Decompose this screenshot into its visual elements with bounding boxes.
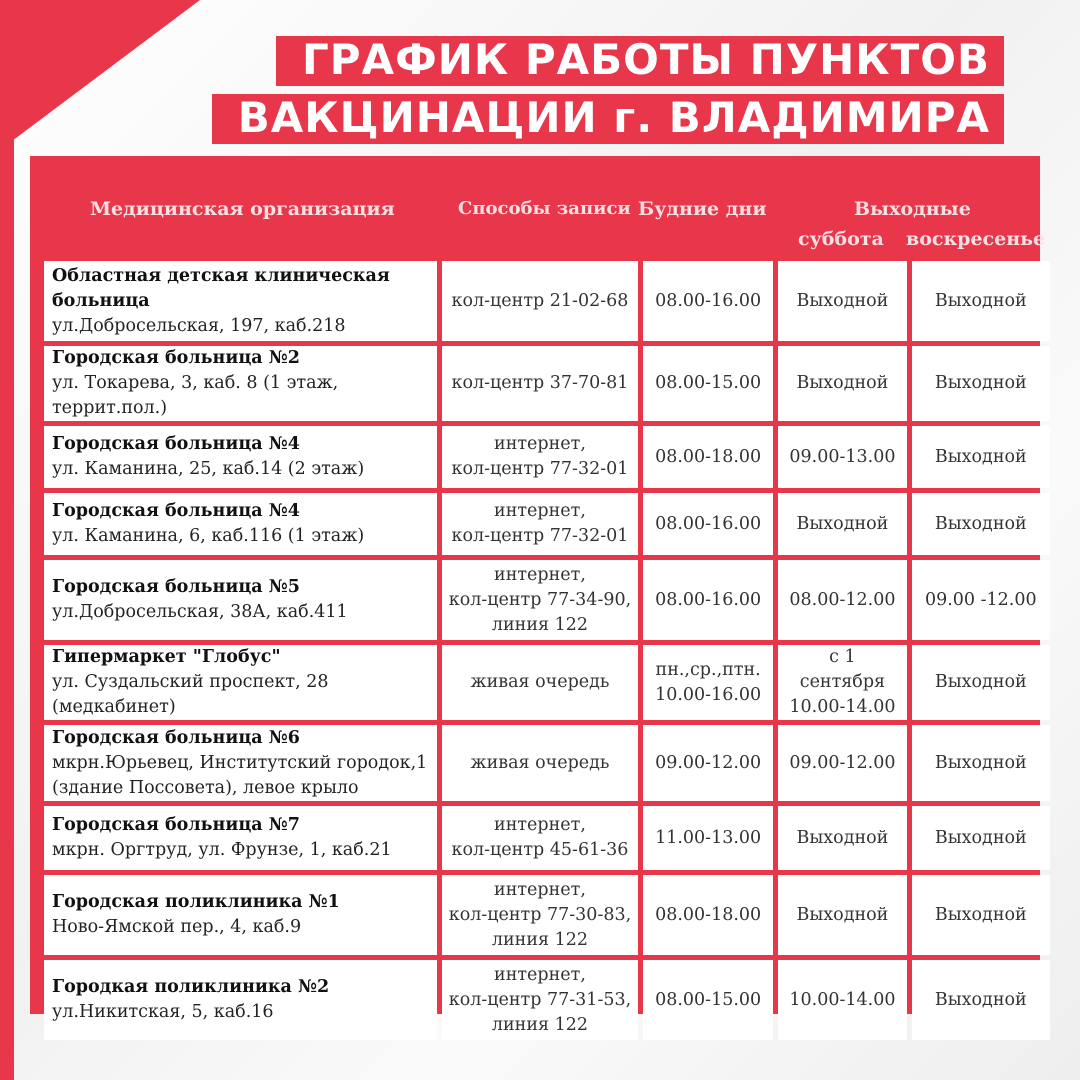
- table-row: [44, 960, 1050, 1040]
- weekdays-cell: 08.00-16.00: [643, 493, 773, 555]
- org-address: ул. Токарева, 3, каб. 8 (1 этаж, террит.пол.): [52, 373, 339, 418]
- sunday-cell: Выходной: [912, 960, 1050, 1040]
- saturday-cell: Выходной: [778, 346, 906, 421]
- table-row: [44, 560, 1050, 640]
- saturday-cell: с 1 сентября 10.00-14.00: [778, 645, 906, 720]
- table-row: [44, 725, 1050, 801]
- org-address: ул.Никитская, 5, каб.16: [52, 1002, 274, 1022]
- sunday-cell: Выходной: [912, 493, 1050, 555]
- org-name: Городская больница №5: [52, 577, 300, 597]
- table-row: [44, 426, 1050, 488]
- org-address: мкрн. Оргтруд, ул. Фрунзе, 1, каб.21: [52, 840, 392, 860]
- title-line-2: ВАКЦИНАЦИИ г. ВЛАДИМИРА: [212, 94, 1004, 144]
- weekdays-cell: 11.00-13.00: [643, 806, 773, 870]
- sunday-cell: Выходной: [912, 875, 1050, 955]
- sunday-cell: Выходной: [912, 725, 1050, 801]
- sunday-cell: Выходной: [912, 426, 1050, 488]
- org-name: Областная детская клиническая больница: [52, 265, 390, 311]
- weekdays-cell: 08.00-16.00: [643, 560, 773, 640]
- sunday-cell: Выходной: [912, 806, 1050, 870]
- method-cell: кол-центр 21-02-68: [442, 261, 638, 341]
- method-cell: интернет, кол-центр 77-32-01: [442, 426, 638, 488]
- table-header: [34, 156, 1046, 260]
- org-cell: [44, 560, 437, 640]
- header-org: Медицинская организация: [90, 198, 395, 220]
- header-method: Способы записи: [458, 198, 631, 219]
- weekdays-cell: 08.00-15.00: [643, 346, 773, 421]
- org-cell: [44, 645, 437, 720]
- sunday-cell: Выходной: [912, 346, 1050, 421]
- schedule-grid: [39, 256, 1055, 1045]
- sunday-cell: Выходной: [912, 261, 1050, 341]
- table-row: [44, 493, 1050, 555]
- weekdays-cell: 09.00-12.00: [643, 725, 773, 801]
- header-saturday: суббота: [798, 228, 884, 250]
- org-cell: [44, 493, 437, 555]
- method-cell: интернет, кол-центр 77-30-83, линия 122: [442, 875, 638, 955]
- method-cell: интернет, кол-центр 77-32-01: [442, 493, 638, 555]
- weekdays-cell: 08.00-16.00: [643, 261, 773, 341]
- saturday-cell: 09.00-13.00: [778, 426, 906, 488]
- saturday-cell: Выходной: [778, 806, 906, 870]
- org-name: Городская поликлиника №1: [52, 892, 340, 912]
- org-name: Городская больница №2: [52, 348, 300, 368]
- org-address: мкрн.Юрьевец, Институтский городок,1 (здание Поссовета), левое крыло: [52, 752, 428, 798]
- org-name: Городская больница №4: [52, 434, 300, 454]
- table-row: [44, 346, 1050, 421]
- weekdays-cell: пн.,ср.,птн. 10.00-16.00: [643, 645, 773, 720]
- org-name: Городская больница №6: [52, 727, 300, 748]
- saturday-cell: 09.00-12.00: [778, 725, 906, 801]
- saturday-cell: Выходной: [778, 261, 906, 341]
- title-line-1: ГРАФИК РАБОТЫ ПУНКТОВ: [276, 36, 1004, 86]
- org-cell: [44, 261, 437, 341]
- org-name: Гипермаркет "Глобус": [52, 647, 281, 667]
- org-cell: [44, 960, 437, 1040]
- org-cell: [44, 725, 437, 801]
- org-address: ул. Каманина, 25, каб.14 (2 этаж): [52, 459, 365, 479]
- header-weekend: Выходные: [854, 198, 971, 220]
- table-row: [44, 261, 1050, 341]
- method-cell: интернет, кол-центр 77-31-53, линия 122: [442, 960, 638, 1040]
- saturday-cell: Выходной: [778, 493, 906, 555]
- org-address: Ново-Ямской пер., 4, каб.9: [52, 917, 302, 937]
- saturday-cell: 10.00-14.00: [778, 960, 906, 1040]
- header-weekdays: Будние дни: [638, 198, 767, 220]
- weekdays-cell: 08.00-18.00: [643, 426, 773, 488]
- method-cell: интернет, кол-центр 45-61-36: [442, 806, 638, 870]
- org-cell: [44, 346, 437, 421]
- org-cell: [44, 426, 437, 488]
- weekdays-cell: 08.00-15.00: [643, 960, 773, 1040]
- org-name: Городкая поликлиника №2: [52, 977, 330, 997]
- schedule-table: [30, 156, 1046, 1035]
- org-name: Городская больница №7: [52, 815, 300, 835]
- header-sunday: воскресенье: [906, 228, 1046, 250]
- page-title: [212, 36, 1004, 144]
- org-cell: [44, 806, 437, 870]
- saturday-cell: 08.00-12.00: [778, 560, 906, 640]
- sunday-cell: 09.00 -12.00: [912, 560, 1050, 640]
- org-address: ул. Суздальский проспект, 28 (медкабинет): [52, 672, 329, 717]
- org-address: ул.Добросельская, 38А, каб.411: [52, 602, 348, 622]
- method-cell: живая очередь: [442, 725, 638, 801]
- weekdays-cell: 08.00-18.00: [643, 875, 773, 955]
- method-cell: живая очередь: [442, 645, 638, 720]
- method-cell: интернет, кол-центр 77-34-90, линия 122: [442, 560, 638, 640]
- sunday-cell: Выходной: [912, 645, 1050, 720]
- frame-left: [0, 0, 14, 1080]
- saturday-cell: Выходной: [778, 875, 906, 955]
- org-address: ул.Добросельская, 197, каб.218: [52, 315, 346, 336]
- table-row: [44, 645, 1050, 720]
- org-name: Городская больница №4: [52, 501, 300, 521]
- table-row: [44, 875, 1050, 955]
- org-address: ул. Каманина, 6, каб.116 (1 этаж): [52, 526, 365, 546]
- table-row: [44, 806, 1050, 870]
- method-cell: кол-центр 37-70-81: [442, 346, 638, 421]
- org-cell: [44, 875, 437, 955]
